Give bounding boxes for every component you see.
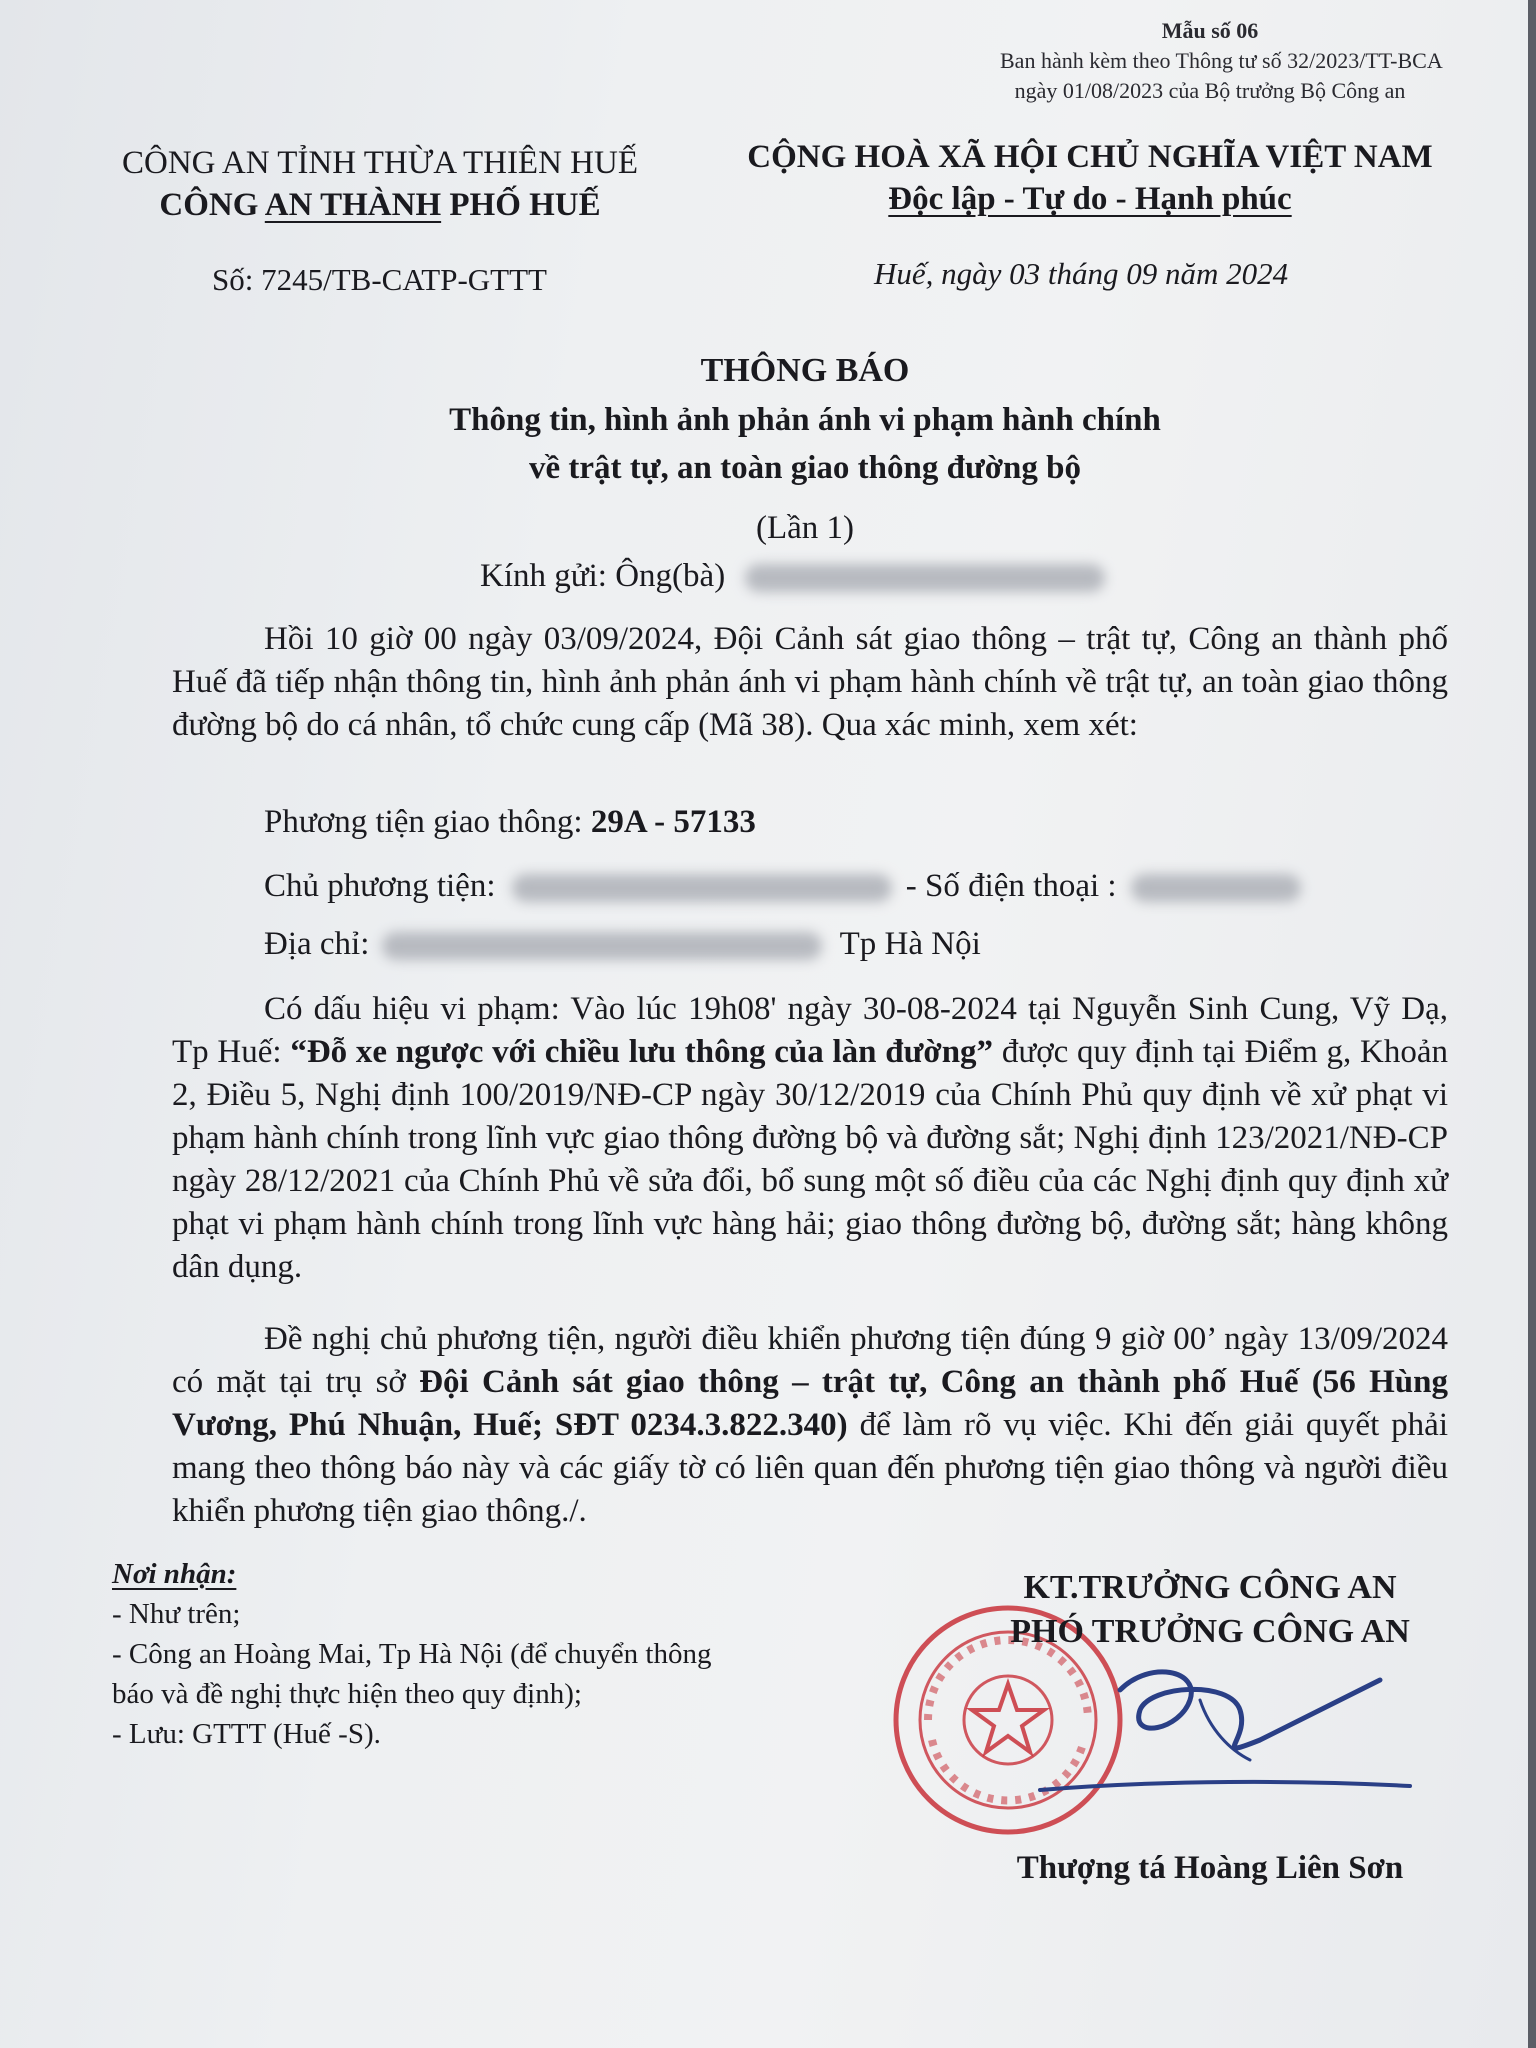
signer-title-line-2: PHÓ TRƯỞNG CÔNG AN bbox=[1010, 1613, 1410, 1650]
vehicle-label: Phương tiện giao thông: bbox=[264, 804, 591, 840]
violation-legal-basis: được quy định tại Điểm g, Khoản 2, Điều 5, Nghị định 100/2019/NĐ-CP ngày 30/12/2019 của Chính Phủ quy định về xử phạt vi phạm hành chính trong lĩnh vực giao thông đường bộ và đường sắt; Nghị định 123/2021/NĐ-CP ngày 28/12/2021 của Chính Phủ về sửa đổi, bổ sung một số điều của các Nghị định quy định xử phạt vi phạm hành chính trong lĩnh vực hàng hải; giao thông đường bộ, đường sắt; hàng không dân dụng. bbox=[172, 1034, 1448, 1285]
violation-paragraph bbox=[172, 988, 1448, 1289]
address-line bbox=[264, 926, 981, 963]
violation-text: Có dấu hiệu vi phạm: Vào lúc 19h08' ngày 30-08-2024 tại Nguyễn Sinh Cung, Vỹ Dạ, Tp Huế: bbox=[172, 991, 1448, 1070]
agency-parent: CÔNG AN TỈNH THỪA THIÊN HUẾ bbox=[121, 145, 638, 181]
redacted-address bbox=[382, 932, 822, 960]
place-and-date: Huế, ngày 03 tháng 09 năm 2024 bbox=[874, 256, 1289, 291]
addressee bbox=[480, 558, 1105, 595]
national-motto: Độc lập - Tự do - Hạnh phúc bbox=[888, 181, 1292, 217]
signer-name: Thượng tá Hoàng Liên Sơn bbox=[1016, 1850, 1404, 1886]
redacted-name bbox=[745, 564, 1105, 592]
handwritten-signature bbox=[1000, 1640, 1420, 1840]
phone-label: - Số điện thoại : bbox=[905, 868, 1125, 904]
reference-number: Số: 7245/TB-CATP-GTTT bbox=[212, 262, 547, 297]
attempt-number: (Lần 1) bbox=[755, 510, 855, 546]
document-title: THÔNG BÁO bbox=[700, 352, 910, 389]
owner-line bbox=[264, 868, 1301, 905]
request-text: Đề nghị chủ phương tiện, người điều khiển phương tiện đúng 9 giờ 00’ ngày 13/09/2024 có mặt tại trụ sở bbox=[172, 1321, 1448, 1400]
agency-name bbox=[110, 184, 650, 226]
agency-name-underlined: AN THÀNH bbox=[264, 187, 442, 223]
license-plate: 29A - 57133 bbox=[590, 804, 756, 840]
request-office: Đội Cảnh sát giao thông – trật tự, Công an thành phố Huế (56 Hùng Vương, Phú Nhuận, Huế; SĐT 0234.3.822.340) bbox=[172, 1364, 1448, 1443]
document-subtitle-1: Thông tin, hình ảnh phản ánh vi phạm hành chính bbox=[449, 402, 1161, 438]
country-name: CỘNG HOÀ XÃ HỘI CHỦ NGHĨA VIỆT NAM bbox=[747, 139, 1433, 175]
addressee-label: Kính gửi: Ông(bà) bbox=[480, 558, 726, 594]
agency-name-part: PHỐ HUẾ bbox=[441, 187, 601, 223]
recipients-heading: Nơi nhận: bbox=[112, 1558, 237, 1590]
form-number-block bbox=[1000, 16, 1443, 106]
agency-header bbox=[110, 142, 650, 226]
owner-label: Chủ phương tiện: bbox=[264, 868, 504, 904]
document-subtitle-2: về trật tự, an toàn giao thông đường bộ bbox=[528, 450, 1081, 486]
intro-paragraph: Hồi 10 giờ 00 ngày 03/09/2024, Đội Cảnh sát giao thông – trật tự, Công an thành phố Huế đã tiếp nhận thông tin, hình ảnh phản ánh vi phạm hành chính về trật tự, an toàn giao thông đường bộ do cá nhân, tổ chức cung cấp (Mã 38). Qua xác minh, xem xét: bbox=[172, 621, 1448, 743]
request-paragraph bbox=[172, 1318, 1448, 1533]
form-issued-line-2: ngày 01/08/2023 của Bộ trưởng Bộ Công an bbox=[1014, 78, 1406, 103]
redacted-owner bbox=[512, 874, 892, 902]
recipients-block bbox=[112, 1554, 711, 1754]
signer-title-line-1: KT.TRƯỞNG CÔNG AN bbox=[1023, 1569, 1397, 1606]
request-instructions: để làm rõ vụ việc. Khi đến giải quyết phải mang theo thông báo này và các giấy tờ có liên quan đến phương tiện giao thông và người điều khiển phương tiện giao thông./. bbox=[172, 1407, 1448, 1529]
country-header bbox=[720, 136, 1460, 220]
recipient-item: báo và đề nghị thực hiện theo quy định); bbox=[112, 1678, 582, 1710]
violation-description: “Đỗ xe ngược với chiều lưu thông của làn đường” bbox=[290, 1034, 994, 1070]
form-code: Mẫu số 06 bbox=[1161, 18, 1259, 43]
agency-name-part: CÔNG bbox=[159, 187, 265, 223]
recipient-item: - Công an Hoàng Mai, Tp Hà Nội (để chuyển thông bbox=[112, 1638, 712, 1670]
recipient-item: - Như trên; bbox=[112, 1598, 241, 1630]
form-issued-line-1: Ban hành kèm theo Thông tư số 32/2023/TT-BCA bbox=[1000, 48, 1443, 73]
address-label: Địa chỉ: bbox=[264, 926, 378, 962]
vehicle-line bbox=[264, 804, 756, 841]
address-city: Tp Hà Nội bbox=[839, 926, 981, 962]
recipient-item: - Lưu: GTTT (Huế -S). bbox=[112, 1718, 381, 1750]
redacted-phone bbox=[1131, 874, 1301, 902]
